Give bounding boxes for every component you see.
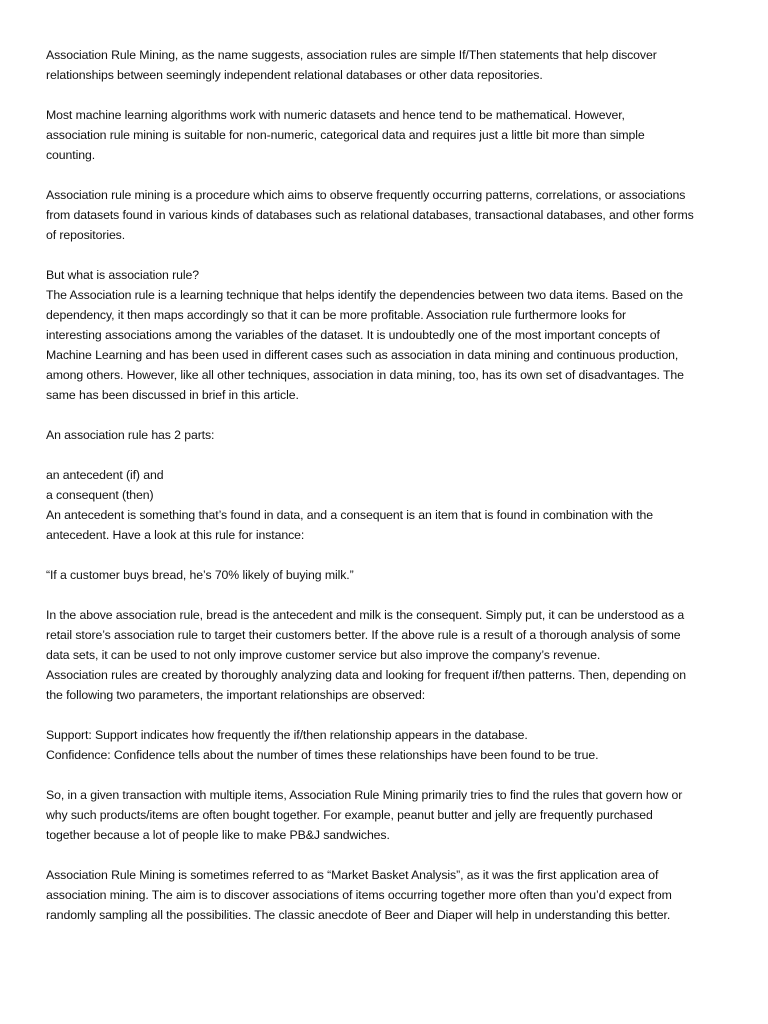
text-line: among others. However, like all other techniques, association in data mining, too, has its own set of disadvantages. The	[46, 368, 684, 382]
paragraph-numeric-vs-categorical	[46, 105, 728, 165]
paragraph-example-quote	[46, 565, 728, 585]
text-line: retail store’s association rule to target their customers better. If the above rule is a result of a thorough analysis of some	[46, 628, 681, 642]
example-quote: “If a customer buys bread, he’s 70% likely of buying milk.”	[46, 568, 354, 582]
text-line: same has been discussed in brief in this article.	[46, 388, 299, 402]
definition-confidence: Confidence: Confidence tells about the number of times these relationships have been found to be true.	[46, 748, 599, 762]
text-line: interesting associations among the variables of the dataset. It is undoubtedly one of the most important concepts of	[46, 328, 660, 342]
text-line: dependency, it then maps accordingly so that it can be more profitable. Association rule furthermore looks for	[46, 308, 627, 322]
list-item-antecedent: an antecedent (if) and	[46, 468, 164, 482]
paragraph-antecedent-consequent	[46, 465, 728, 545]
text-line: data sets, it can be used to not only improve customer service but also improve the company’s revenue.	[46, 648, 601, 662]
text-line: the following two parameters, the important relationships are observed:	[46, 688, 426, 702]
text-line: randomly sampling all the possibilities. The classic anecdote of Beer and Diaper will help in understanding this better.	[46, 908, 671, 922]
text-line: Association Rule Mining is sometimes referred to as “Market Basket Analysis”, as it was the first application area of	[46, 868, 659, 882]
paragraph-two-parts	[46, 425, 728, 445]
text-line: The Association rule is a learning technique that helps identify the dependencies between two data items. Based on the	[46, 288, 683, 302]
text-line: relationships between seemingly independent relational databases or other data repositories.	[46, 68, 543, 82]
paragraph-market-basket	[46, 865, 728, 925]
text-line: why such products/items are often bought together. For example, peanut butter and jelly are frequently purchased	[46, 808, 653, 822]
paragraph-transaction	[46, 785, 728, 845]
paragraph-procedure	[46, 185, 728, 245]
text-line: association rule mining is suitable for non-numeric, categorical data and requires just a little bit more than simple	[46, 128, 645, 142]
text-line: antecedent. Have a look at this rule for instance:	[46, 528, 305, 542]
text-line: In the above association rule, bread is the antecedent and milk is the consequent. Simply put, it can be understood as a	[46, 608, 685, 622]
document-body	[46, 45, 728, 925]
text-line: association mining. The aim is to discover associations of items occurring together more often than you’d expect from	[46, 888, 672, 902]
text-line: together because a lot of people like to make PB&J sandwiches.	[46, 828, 390, 842]
text-line: Most machine learning algorithms work with numeric datasets and hence tend to be mathematical. However,	[46, 108, 625, 122]
text-line: So, in a given transaction with multiple items, Association Rule Mining primarily tries to find the rules that govern how or	[46, 788, 683, 802]
text-line: An association rule has 2 parts:	[46, 428, 215, 442]
text-line: An antecedent is something that’s found in data, and a consequent is an item that is found in combination with the	[46, 508, 654, 522]
paragraph-intro	[46, 45, 728, 85]
text-line: Association rules are created by thoroughly analyzing data and looking for frequent if/then patterns. Then, depending on	[46, 668, 686, 682]
section-question: But what is association rule?	[46, 268, 199, 282]
text-line: counting.	[46, 148, 96, 162]
text-line: from datasets found in various kinds of databases such as relational databases, transactional databases, and other forms	[46, 208, 694, 222]
text-line: of repositories.	[46, 228, 126, 242]
list-item-consequent: a consequent (then)	[46, 488, 154, 502]
paragraph-explanation	[46, 605, 728, 705]
definition-support: Support: Support indicates how frequently the if/then relationship appears in the database.	[46, 728, 528, 742]
text-line: Machine Learning and has been used in different cases such as association in data mining and continuous production,	[46, 348, 679, 362]
paragraph-parameters	[46, 725, 728, 765]
text-line: Association rule mining is a procedure which aims to observe frequently occurring patterns, correlations, or associations	[46, 188, 686, 202]
paragraph-what-is-rule	[46, 265, 728, 405]
text-line: Association Rule Mining, as the name suggests, association rules are simple If/Then statements that help discover	[46, 48, 657, 62]
